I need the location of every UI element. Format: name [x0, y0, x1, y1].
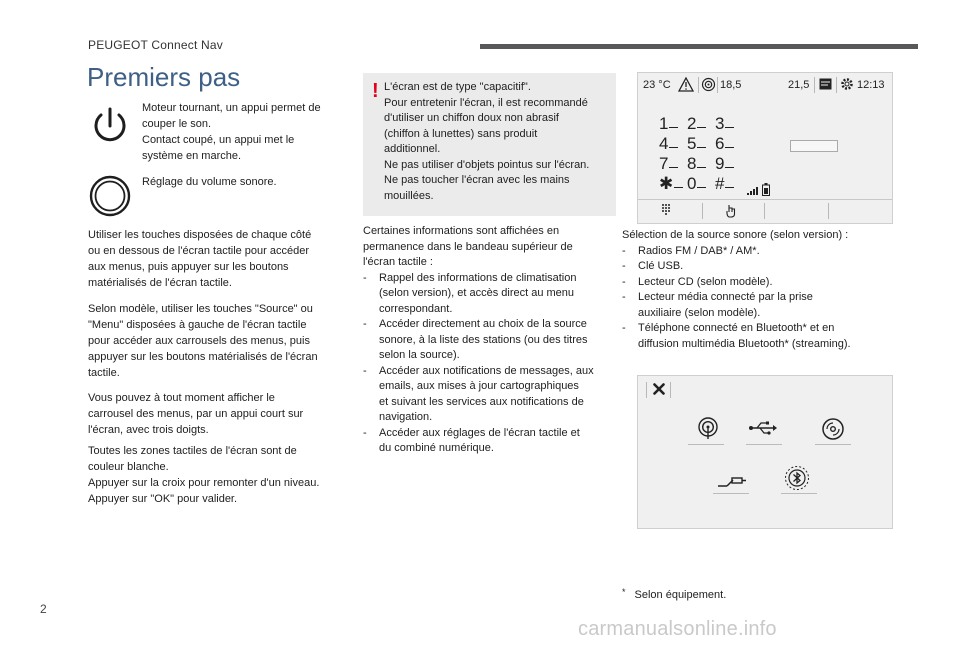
footnote: * Selon équipement. [622, 587, 727, 601]
list-item: - Clé USB. [622, 260, 684, 272]
signal-strength-icon [747, 185, 759, 195]
volume-knob-icon [88, 174, 132, 218]
dialpad-icon [661, 203, 671, 215]
usb-icon [748, 421, 778, 435]
status-bar-intro: Certaines informations sont affichées en permanence dans le bandeau supérieur de l'écran tactile : [363, 225, 573, 268]
keypad-key: 7 [659, 154, 685, 174]
clock: 12:13 [857, 79, 885, 91]
list-item: - Radios FM / DAB* / AM*. [622, 244, 760, 257]
volume-knob-description: Réglage du volume sonore. [142, 176, 277, 188]
left-temperature-value: 18,5 [720, 79, 742, 91]
settings-gear-icon [840, 77, 854, 91]
keypad-key: 1 [659, 114, 685, 134]
audio-source-info [622, 228, 902, 352]
audio-source-intro: Sélection de la source sonore (selon version) : [622, 229, 849, 241]
header-rule [480, 44, 918, 49]
hand-pointer-icon [726, 204, 736, 218]
source-selection-illustration [637, 375, 893, 529]
phone-keypad [659, 114, 739, 194]
battery-icon [762, 183, 770, 196]
keypad-key: 4 [659, 134, 685, 154]
list-item: - Lecteur média connecté par la prise auxiliaire (selon modèle). [622, 291, 813, 319]
power-button-description: Moteur tournant, un appui permet de couper le son. Contact coupé, un appui met le système en marche. [142, 102, 321, 162]
running-head: PEUGEOT Connect Nav [88, 38, 223, 52]
list-item: - Accéder directement au choix de la source sonore, à la liste des stations (ou des titres selon la source). [363, 318, 588, 361]
radio-icon [701, 77, 716, 92]
keypad-key: 0 [687, 174, 713, 194]
power-button-row [88, 100, 348, 166]
keypad-key: 9 [715, 154, 741, 174]
list-item: - Accéder aux réglages de l'écran tactile et du combiné numérique. [363, 426, 580, 454]
paragraph-three-fingers: Vous pouvez à tout moment afficher le carrousel des menus, par un appui court sur l'écran, avec trois doigts. [88, 392, 304, 436]
radio-source-icon [696, 416, 720, 440]
message-icon [819, 78, 832, 90]
power-icon [88, 104, 132, 148]
number-display-field [790, 140, 838, 152]
warning-icon: ! [372, 80, 379, 102]
warning-text: L'écran est de type "capacitif". Pour entretenir l'écran, il est recommandé d'utiliser un chiffon doux non abrasif (chiffon à lunettes) sans produit additionnel. Ne pas utiliser d'objets pointus sur l'écran. Ne pas toucher l'écran avec les mains mouillées. [384, 81, 590, 202]
keypad-key: 5 [687, 134, 713, 154]
keypad-key: 2 [687, 114, 713, 134]
bluetooth-icon [784, 465, 810, 491]
watermark: carmanualsonline.info [578, 618, 777, 640]
volume-knob-row [88, 174, 348, 220]
paragraph-touch-keys: Utiliser les touches disposées de chaque côté ou en dessous de l'écran tactile pour accéder aux menus, puis appuyer sur les boutons matérialisés de l'écran tactile. [88, 229, 312, 289]
warning-box [363, 73, 616, 216]
keypad-key: ✱ [659, 174, 685, 194]
close-icon [653, 383, 665, 395]
keypad-key: 3 [715, 114, 741, 134]
keypad-key: # [715, 174, 741, 194]
temperature-readout: 23 °C [643, 79, 671, 91]
aux-jack-icon [717, 475, 747, 489]
right-temperature-value: 21,5 [788, 79, 810, 91]
list-item: - Rappel des informations de climatisation (selon version), et accès direct au menu correspondant. [363, 271, 577, 315]
list-item: - Lecteur CD (selon modèle). [622, 275, 773, 288]
touchscreen-status-illustration [637, 72, 893, 224]
cd-icon [821, 417, 845, 441]
warning-triangle-icon [678, 77, 694, 92]
keypad-key: 6 [715, 134, 741, 154]
page-title: Premiers pas [87, 62, 241, 92]
status-bar-info [363, 224, 621, 457]
paragraph-touch-zones: Toutes les zones tactiles de l'écran sont de couleur blanche. Appuyer sur la croix pour remonter d'un niveau. Appuyer sur "OK" pour valider. [88, 445, 320, 505]
list-item: - Téléphone connecté en Bluetooth* et en diffusion multimédia Bluetooth* (streaming). [622, 322, 851, 350]
paragraph-source-menu: Selon modèle, utiliser les touches "Source" ou "Menu" disposées à gauche de l'écran tactile pour accéder aux carrousels des menus, puis appuyer sur les boutons matérialisés de l'écran tactile. [88, 303, 318, 379]
keypad-key: 8 [687, 154, 713, 174]
page-number: 2 [40, 602, 47, 616]
list-item: - Accéder aux notifications de messages, aux emails, aux mises à jour cartographiques et suivant les services aux notifications de navigation. [363, 364, 594, 423]
